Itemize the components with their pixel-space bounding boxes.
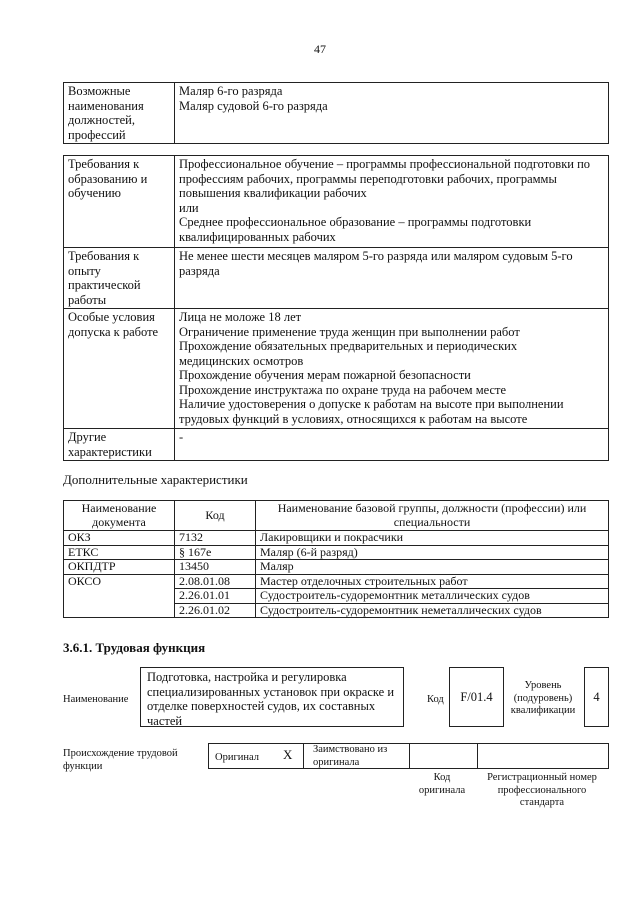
experience-label: Требования к опыту практической работы	[64, 248, 175, 309]
table-row	[64, 531, 609, 546]
additional-title: Дополнительные характеристики	[63, 472, 248, 487]
original-label: Оригинал	[215, 752, 259, 763]
reg-number-label: Регистрационный номер профессионального стандарта	[487, 772, 597, 808]
borrowed-label: Заимствовано из оригинала	[313, 744, 388, 768]
professions-label: Возможные наименования должностей, профессий	[64, 83, 175, 144]
level-label: Уровень (подуровень) квалификации	[510, 680, 576, 716]
admission-value: Лица не моложе 18 лет Ограничение применение труда женщин при выполнении работ Прохождение обязательных предварительных и периодических медицинских осмотров Прохождение обучения мерам пожарной безопасности Прохождение инструктажа по охране труда на рабочем месте Наличие удостоверения о допуске к работам на высоте при выполнении трудовых функций в условиях, относящихся к работам на высоте	[175, 309, 609, 429]
education-value: Профессиональное обучение – программы профессиональной подготовки по профессиям рабочих, программы переподготовки рабочих, программы повышения квалификации рабочих или Среднее профессиональное образование – программы подготовки квалифицированных рабочих	[175, 156, 609, 248]
name-label: Наименование	[63, 694, 129, 705]
header-code: Код	[175, 501, 256, 531]
row-code: 2.26.01.01	[175, 589, 256, 604]
row-code: 7132	[175, 531, 256, 546]
original-mark: X	[283, 747, 293, 762]
requirements-table	[63, 155, 609, 461]
row-name: Маляр	[256, 560, 609, 575]
row-name: Судостроитель-судоремонтник металлических судов	[256, 589, 609, 604]
function-code: F/01.4	[449, 667, 504, 727]
row-code: 2.08.01.08	[175, 574, 256, 589]
row-doc: ОКЗ	[64, 531, 175, 546]
row-name: Лакировщики и покрасчики	[256, 531, 609, 546]
origin-row	[208, 743, 609, 769]
professions-value: Маляр 6-го разряда Маляр судовой 6-го разряда	[175, 83, 609, 144]
function-name: Подготовка, настройка и регулировка специализированных установок при окраске и отделке поверхностей судов, их составных частей	[140, 667, 404, 727]
row-code: 2.26.01.02	[175, 603, 256, 618]
header-name: Наименование базовой группы, должности (профессии) или специальности	[256, 501, 609, 531]
row-name: Маляр (6-й разряд)	[256, 545, 609, 560]
row-code: § 167е	[175, 545, 256, 560]
table-row	[64, 545, 609, 560]
row-doc: ОКСО	[64, 574, 175, 618]
code-original-label: Код оригинала	[418, 772, 466, 796]
other-label: Другие характеристики	[64, 429, 175, 461]
professions-table	[63, 82, 609, 144]
function-heading: 3.6.1. Трудовая функция	[63, 640, 206, 655]
row-name: Судостроитель-судоремонтник неметаллических судов	[256, 603, 609, 618]
additional-table	[63, 500, 609, 618]
row-doc: ЕТКС	[64, 545, 175, 560]
row-code: 13450	[175, 560, 256, 575]
other-value: -	[175, 429, 609, 461]
experience-value: Не менее шести месяцев маляром 5-го разряда или маляром судовым 5-го разряда	[175, 248, 609, 309]
row-name: Мастер отделочных строительных работ	[256, 574, 609, 589]
table-row	[64, 560, 609, 575]
code-label: Код	[427, 694, 444, 705]
page-number: 47	[314, 42, 326, 56]
origin-label: Происхождение трудовой функции	[63, 748, 178, 772]
level-value: 4	[584, 667, 609, 727]
header-document: Наименование документа	[64, 501, 175, 531]
education-label: Требования к образованию и обучению	[64, 156, 175, 248]
table-row	[64, 574, 609, 589]
row-doc: ОКПДТР	[64, 560, 175, 575]
admission-label: Особые условия допуска к работе	[64, 309, 175, 429]
